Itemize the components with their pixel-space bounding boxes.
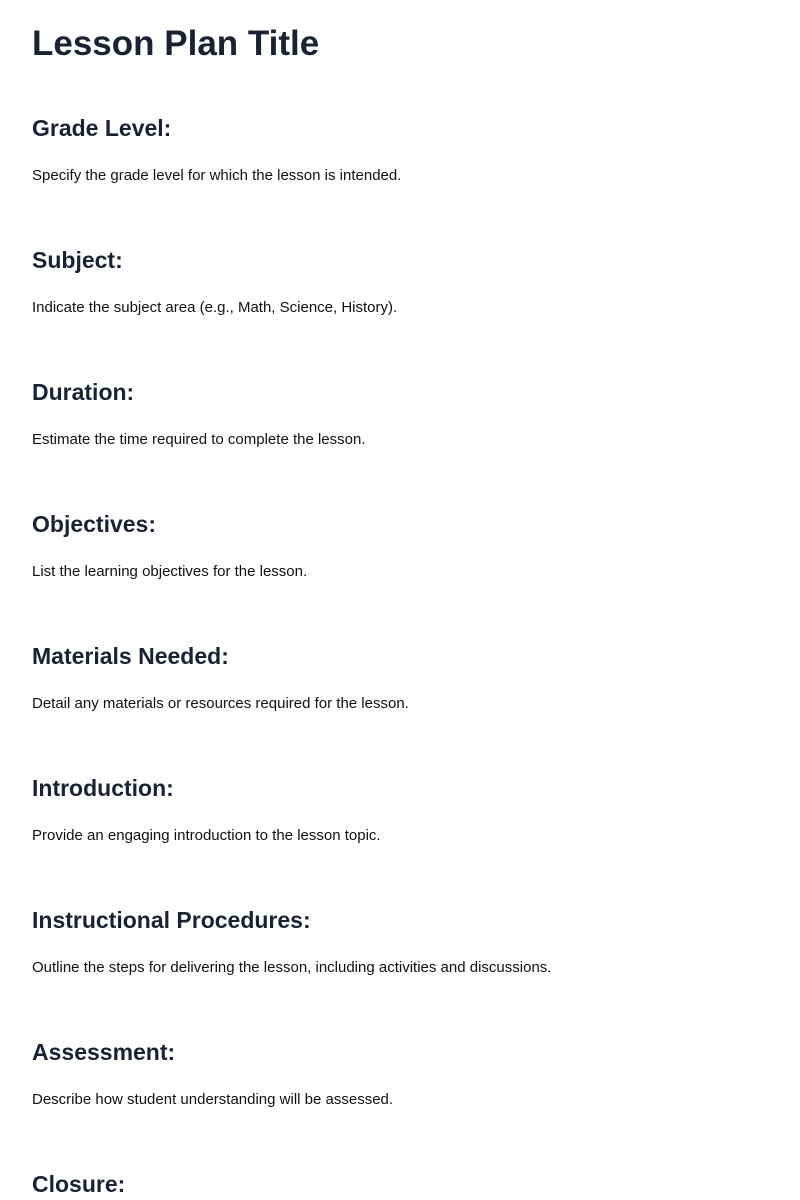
section-text: Specify the grade level for which the lesson is intended. (32, 167, 402, 184)
section-heading: Instructional Procedures: (32, 907, 311, 933)
section-text: Outline the steps for delivering the lesson, including activities and discussions. (32, 959, 552, 976)
section-text: Estimate the time required to complete the lesson. (32, 431, 366, 448)
section-heading: Introduction: (32, 775, 174, 801)
section-subject (32, 244, 768, 318)
section-duration (32, 376, 768, 450)
section-objectives (32, 508, 768, 582)
section-heading: Duration: (32, 379, 135, 405)
section-text: Provide an engaging introduction to the lesson topic. (32, 827, 381, 844)
section-heading: Assessment: (32, 1039, 176, 1065)
section-text: Describe how student understanding will be assessed. (32, 1091, 394, 1108)
section-heading: Subject: (32, 247, 123, 273)
section-heading: Closure: (32, 1171, 126, 1197)
section-heading: Objectives: (32, 511, 156, 537)
section-introduction (32, 772, 768, 846)
section-text: Detail any materials or resources required for the lesson. (32, 695, 409, 712)
section-instructional-procedures (32, 904, 768, 978)
section-materials-needed (32, 640, 768, 714)
section-text: Indicate the subject area (e.g., Math, Science, History). (32, 299, 398, 316)
section-heading: Grade Level: (32, 115, 172, 141)
section-text: List the learning objectives for the lesson. (32, 563, 308, 580)
section-grade-level (32, 112, 768, 186)
section-heading: Materials Needed: (32, 643, 229, 669)
section-closure (32, 1168, 768, 1200)
section-assessment (32, 1036, 768, 1110)
page-title: Lesson Plan Title (32, 24, 320, 63)
